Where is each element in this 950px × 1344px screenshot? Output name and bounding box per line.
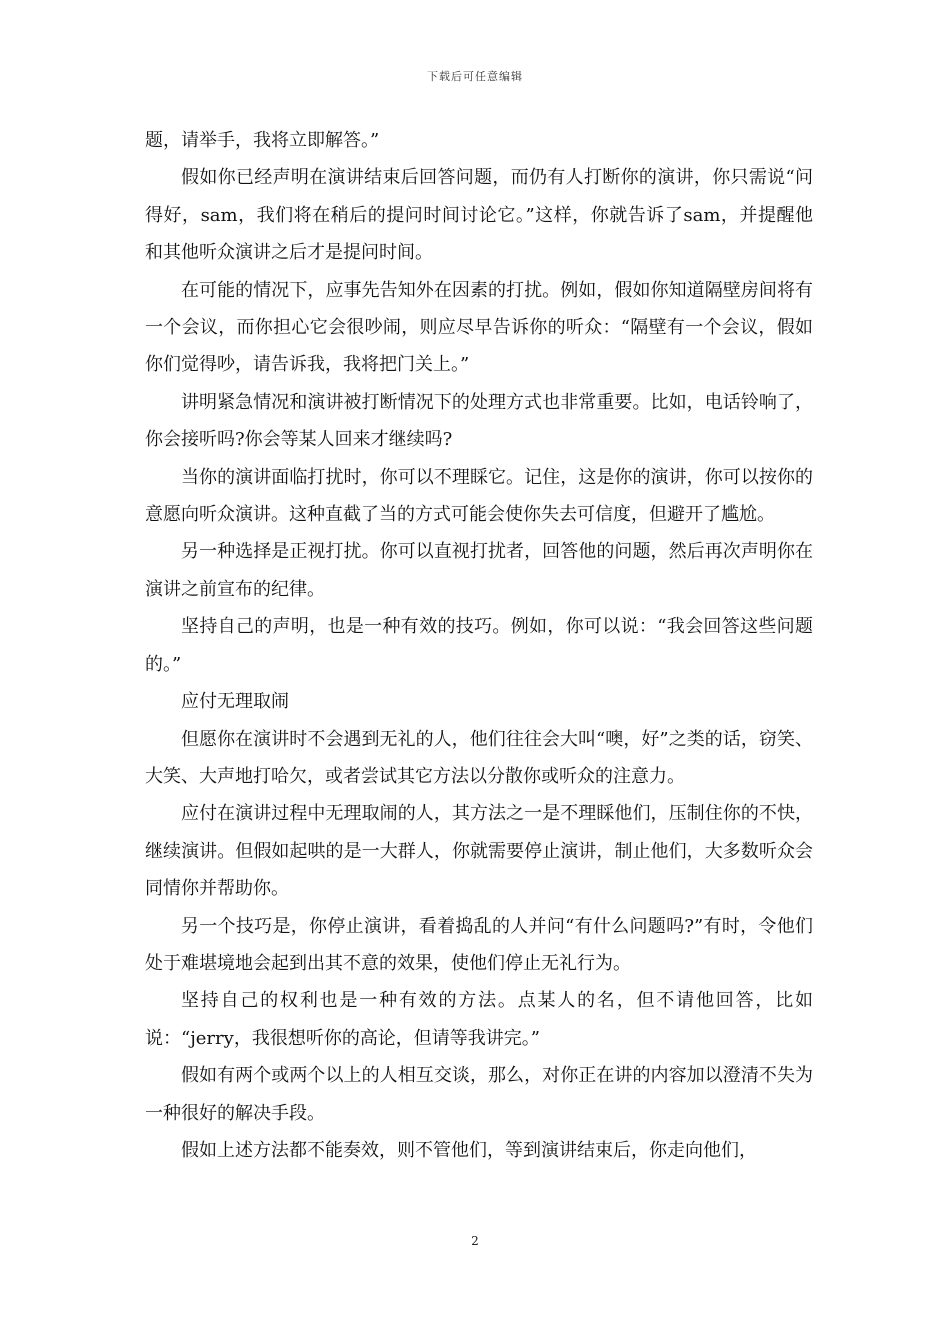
paragraph: 坚持自己的声明，也是一种有效的技巧。例如，你可以说：“我会回答这些问题的。” <box>145 616 813 675</box>
paragraph: 假如你已经声明在演讲结束后回答问题，而仍有人打断你的演讲，你只需说“问得好，sam，我们将在稍后的提问时间讨论它。”这样，你就告诉了sam，并提醒他和其他听众演讲之后才是提问时间。 <box>145 167 813 264</box>
paragraph: 假如有两个或两个以上的人相互交谈，那么，对你正在讲的内容加以澄清不失为一种很好的解决手段。 <box>145 1065 813 1124</box>
paragraph: 讲明紧急情况和演讲被打断情况下的处理方式也非常重要。比如，电话铃响了，你会接听吗?你会等某人回来才继续吗? <box>145 391 813 451</box>
page-number: 2 <box>471 1234 479 1248</box>
paragraph: 另一个技巧是，你停止演讲，看着捣乱的人并问“有什么问题吗?”有时，令他们处于难堪境地会起到出其不意的效果，使他们停止无礼行为。 <box>145 915 813 974</box>
paragraph: 坚持自己的权利也是一种有效的方法。点某人的名，但不请他回答，比如说：“jerry，我很想听你的高论，但请等我讲完。” <box>145 990 813 1049</box>
paragraph: 当你的演讲面临打扰时，你可以不理睬它。记住，这是你的演讲，你可以按你的意愿向听众演讲。这种直截了当的方式可能会使你失去可信度，但避开了尴尬。 <box>145 466 813 526</box>
paragraph: 题，请举手，我将立即解答。” <box>145 130 380 151</box>
page-header: 下载后可任意编辑 <box>427 70 523 83</box>
paragraph: 但愿你在演讲时不会遇到无礼的人，他们往往会大叫“噢，好”之类的话，窃笑、大笑、大声地打哈欠，或者尝试其它方法以分散你或听众的注意力。 <box>145 728 813 787</box>
document-body <box>145 122 813 1169</box>
paragraph: 假如上述方法都不能奏效，则不管他们，等到演讲结束后，你走向他们， <box>181 1139 757 1161</box>
paragraph: 应付在演讲过程中无理取闹的人，其方法之一是不理睬他们，压制住你的不快，继续演讲。但假如起哄的是一大群人，你就需要停止演讲，制止他们，大多数听众会同情你并帮助你。 <box>145 803 813 900</box>
section-heading: 应付无理取闹 <box>181 691 289 713</box>
paragraph: 另一种选择是正视打扰。你可以直视打扰者，回答他的问题，然后再次声明你在演讲之前宣布的纪律。 <box>145 541 813 600</box>
paragraph: 在可能的情况下，应事先告知外在因素的打扰。例如，假如你知道隔壁房间将有一个会议，而你担心它会很吵闹，则应尽早告诉你的听众：“隔壁有一个会议，假如你们觉得吵，请告诉我，我将把门关上。” <box>145 279 813 376</box>
